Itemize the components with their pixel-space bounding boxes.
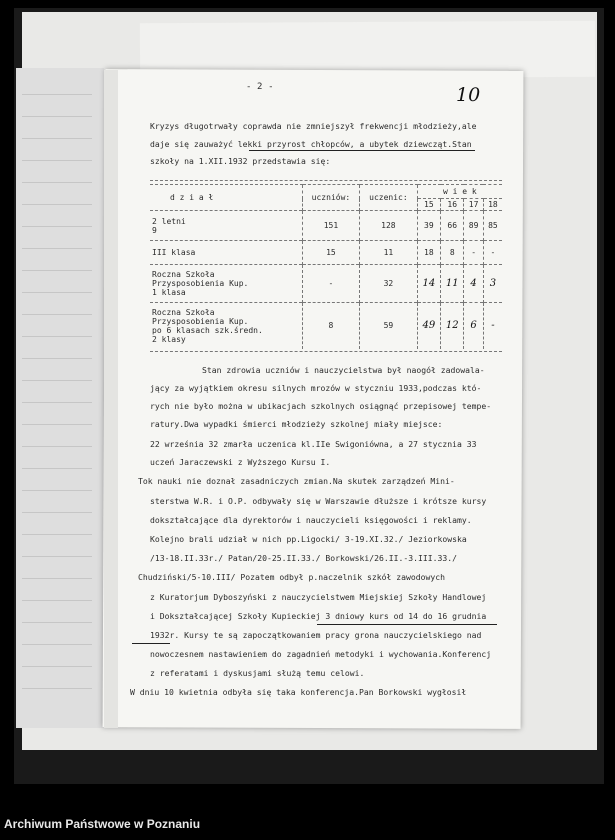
col-header-age: 15	[417, 199, 440, 211]
para2-line: nowoczesnem nastawieniem do zagadnień metodyki i wychowania.Konferencj	[150, 649, 492, 659]
para2-line: rych nie było można w ubikacjach szkolnych osiągnąć przepisowej tempe-	[150, 401, 492, 411]
para2-line: Chudziński/5-10.III/ Pozatem odbył p.naczelnik szkół zawodowych	[138, 572, 445, 582]
bottom-band	[0, 784, 615, 840]
para2-line: dokształcające dla dyrektorów i nauczycieli księgowości i reklamy.	[150, 515, 472, 525]
col-header-age: 17	[464, 199, 483, 211]
page-number: - 2 -	[246, 82, 274, 92]
row-name: Roczna Szkoła Przysposobienia Kup. po 6 klasach szk.średn. 2 klasy	[150, 303, 302, 349]
para2-line: jący za wyjątkiem okresu silnych mrozów w styczniu 1933,podczas któ-	[150, 383, 482, 393]
cell-age: 85	[483, 211, 502, 241]
cell-age: 11	[441, 265, 464, 303]
col-header-age: 16	[441, 199, 464, 211]
cell-age: 6	[464, 303, 483, 349]
cell-age: 14	[417, 265, 440, 303]
cell-uczniow: -	[302, 265, 359, 303]
archive-label: Archiwum Państwowe w Poznaniu	[4, 817, 201, 831]
para2-line: uczeń Jaraczewski z Wyższego Kursu I.	[150, 457, 331, 467]
para2-line: Stan zdrowia uczniów i nauczycielstwa był naogół zadowala-	[202, 365, 485, 375]
cell-age: -	[483, 241, 502, 265]
para2-line: /13-18.II.33r./ Patan/20-25.II.33./ Borkowski/26.II.-3.III.33./	[150, 553, 457, 563]
underline-mark	[249, 150, 475, 151]
para2-line: z Kuratorjum Dyboszyński z nauczycielstwem Miejskiej Szkoły Handlowej	[150, 592, 487, 602]
col-header-dzial: d z i a ł	[150, 185, 302, 211]
row-name: Roczna Szkoła Przysposobienia Kup. 1 klasa	[150, 265, 302, 303]
para2-line: i Dokształcającej Szkoły Kupieckiej 3 dniowy kurs od 14 do 16 grudnia	[150, 611, 487, 621]
col-header-uczniow: uczniów:	[302, 185, 359, 211]
cell-age: 66	[441, 211, 464, 241]
cell-uczenic: 32	[360, 265, 417, 303]
folio-number: 10	[456, 84, 481, 106]
underline-mark	[132, 643, 170, 644]
para2-line: ratury.Dwa wypadki śmierci młodzieży szkolnej miały miejsce:	[150, 419, 443, 429]
cell-age: 49	[417, 303, 440, 349]
para2-line: Kolejno brali udział w nich pp.Ligocki/ 3-19.XI.32./ Jeziorkowska	[150, 534, 467, 544]
table-row	[150, 303, 502, 349]
left-page-handwriting	[22, 80, 92, 700]
cell-uczniow: 8	[302, 303, 359, 349]
row-name: III klasa	[150, 241, 302, 265]
page-fold-edge	[104, 70, 118, 728]
para2-line: 22 września 32 zmarła uczenica kl.IIe Swigoniówna, a 27 stycznia 33	[150, 439, 477, 449]
cell-age: -	[483, 303, 502, 349]
col-header-age: 18	[483, 199, 502, 211]
cell-age: 18	[417, 241, 440, 265]
underline-mark	[317, 624, 497, 625]
cell-age: 12	[441, 303, 464, 349]
para2-line: 1932r. Kursy te są zapoczątkowaniem pracy grona nauczycielskiego nad	[150, 630, 482, 640]
col-header-wiek: w i e k	[417, 185, 502, 199]
cell-age: 89	[464, 211, 483, 241]
cell-age: 39	[417, 211, 440, 241]
para2-line: W dniu 10 kwietnia odbyła się taka konferencja.Pan Borkowski wygłosił	[130, 687, 467, 697]
cell-age: 4	[464, 265, 483, 303]
para2-line: Tok nauki nie doznał zasadniczych zmian.Na skutek zarządzeń Mini-	[138, 476, 455, 486]
cell-uczenic: 128	[360, 211, 417, 241]
cell-uczenic: 59	[360, 303, 417, 349]
cell-uczniow: 151	[302, 211, 359, 241]
table-row	[150, 265, 502, 303]
table-row	[150, 241, 502, 265]
row-name-sub: 9	[152, 225, 157, 235]
enrollment-table	[150, 184, 502, 349]
para1-line-3: szkoły na 1.XII.1932 przedstawia się:	[150, 156, 331, 166]
cell-uczniow: 15	[302, 241, 359, 265]
cell-age: -	[464, 241, 483, 265]
para2-line: sterstwa W.R. i O.P. odbywały się w Warszawie dłuższe i krótsze kursy	[150, 496, 487, 506]
table-row	[150, 211, 502, 241]
para1-line-1: Kryzys długotrwały coprawda nie zmniejszył frekwencji młodzieży,ale	[150, 121, 477, 131]
para1-line-2: daje się zauważyć lekki przyrost chłopców, a ubytek dziewcząt.Stan	[150, 139, 472, 149]
cell-uczenic: 11	[360, 241, 417, 265]
row-name-text: 2 letni	[152, 216, 186, 226]
para2-line: z referatami i dyskusjami służą temu celowi.	[150, 668, 365, 678]
row-name	[150, 211, 302, 241]
col-header-uczenic: uczenic:	[360, 185, 417, 211]
cell-age: 8	[441, 241, 464, 265]
cell-age: 3	[483, 265, 502, 303]
